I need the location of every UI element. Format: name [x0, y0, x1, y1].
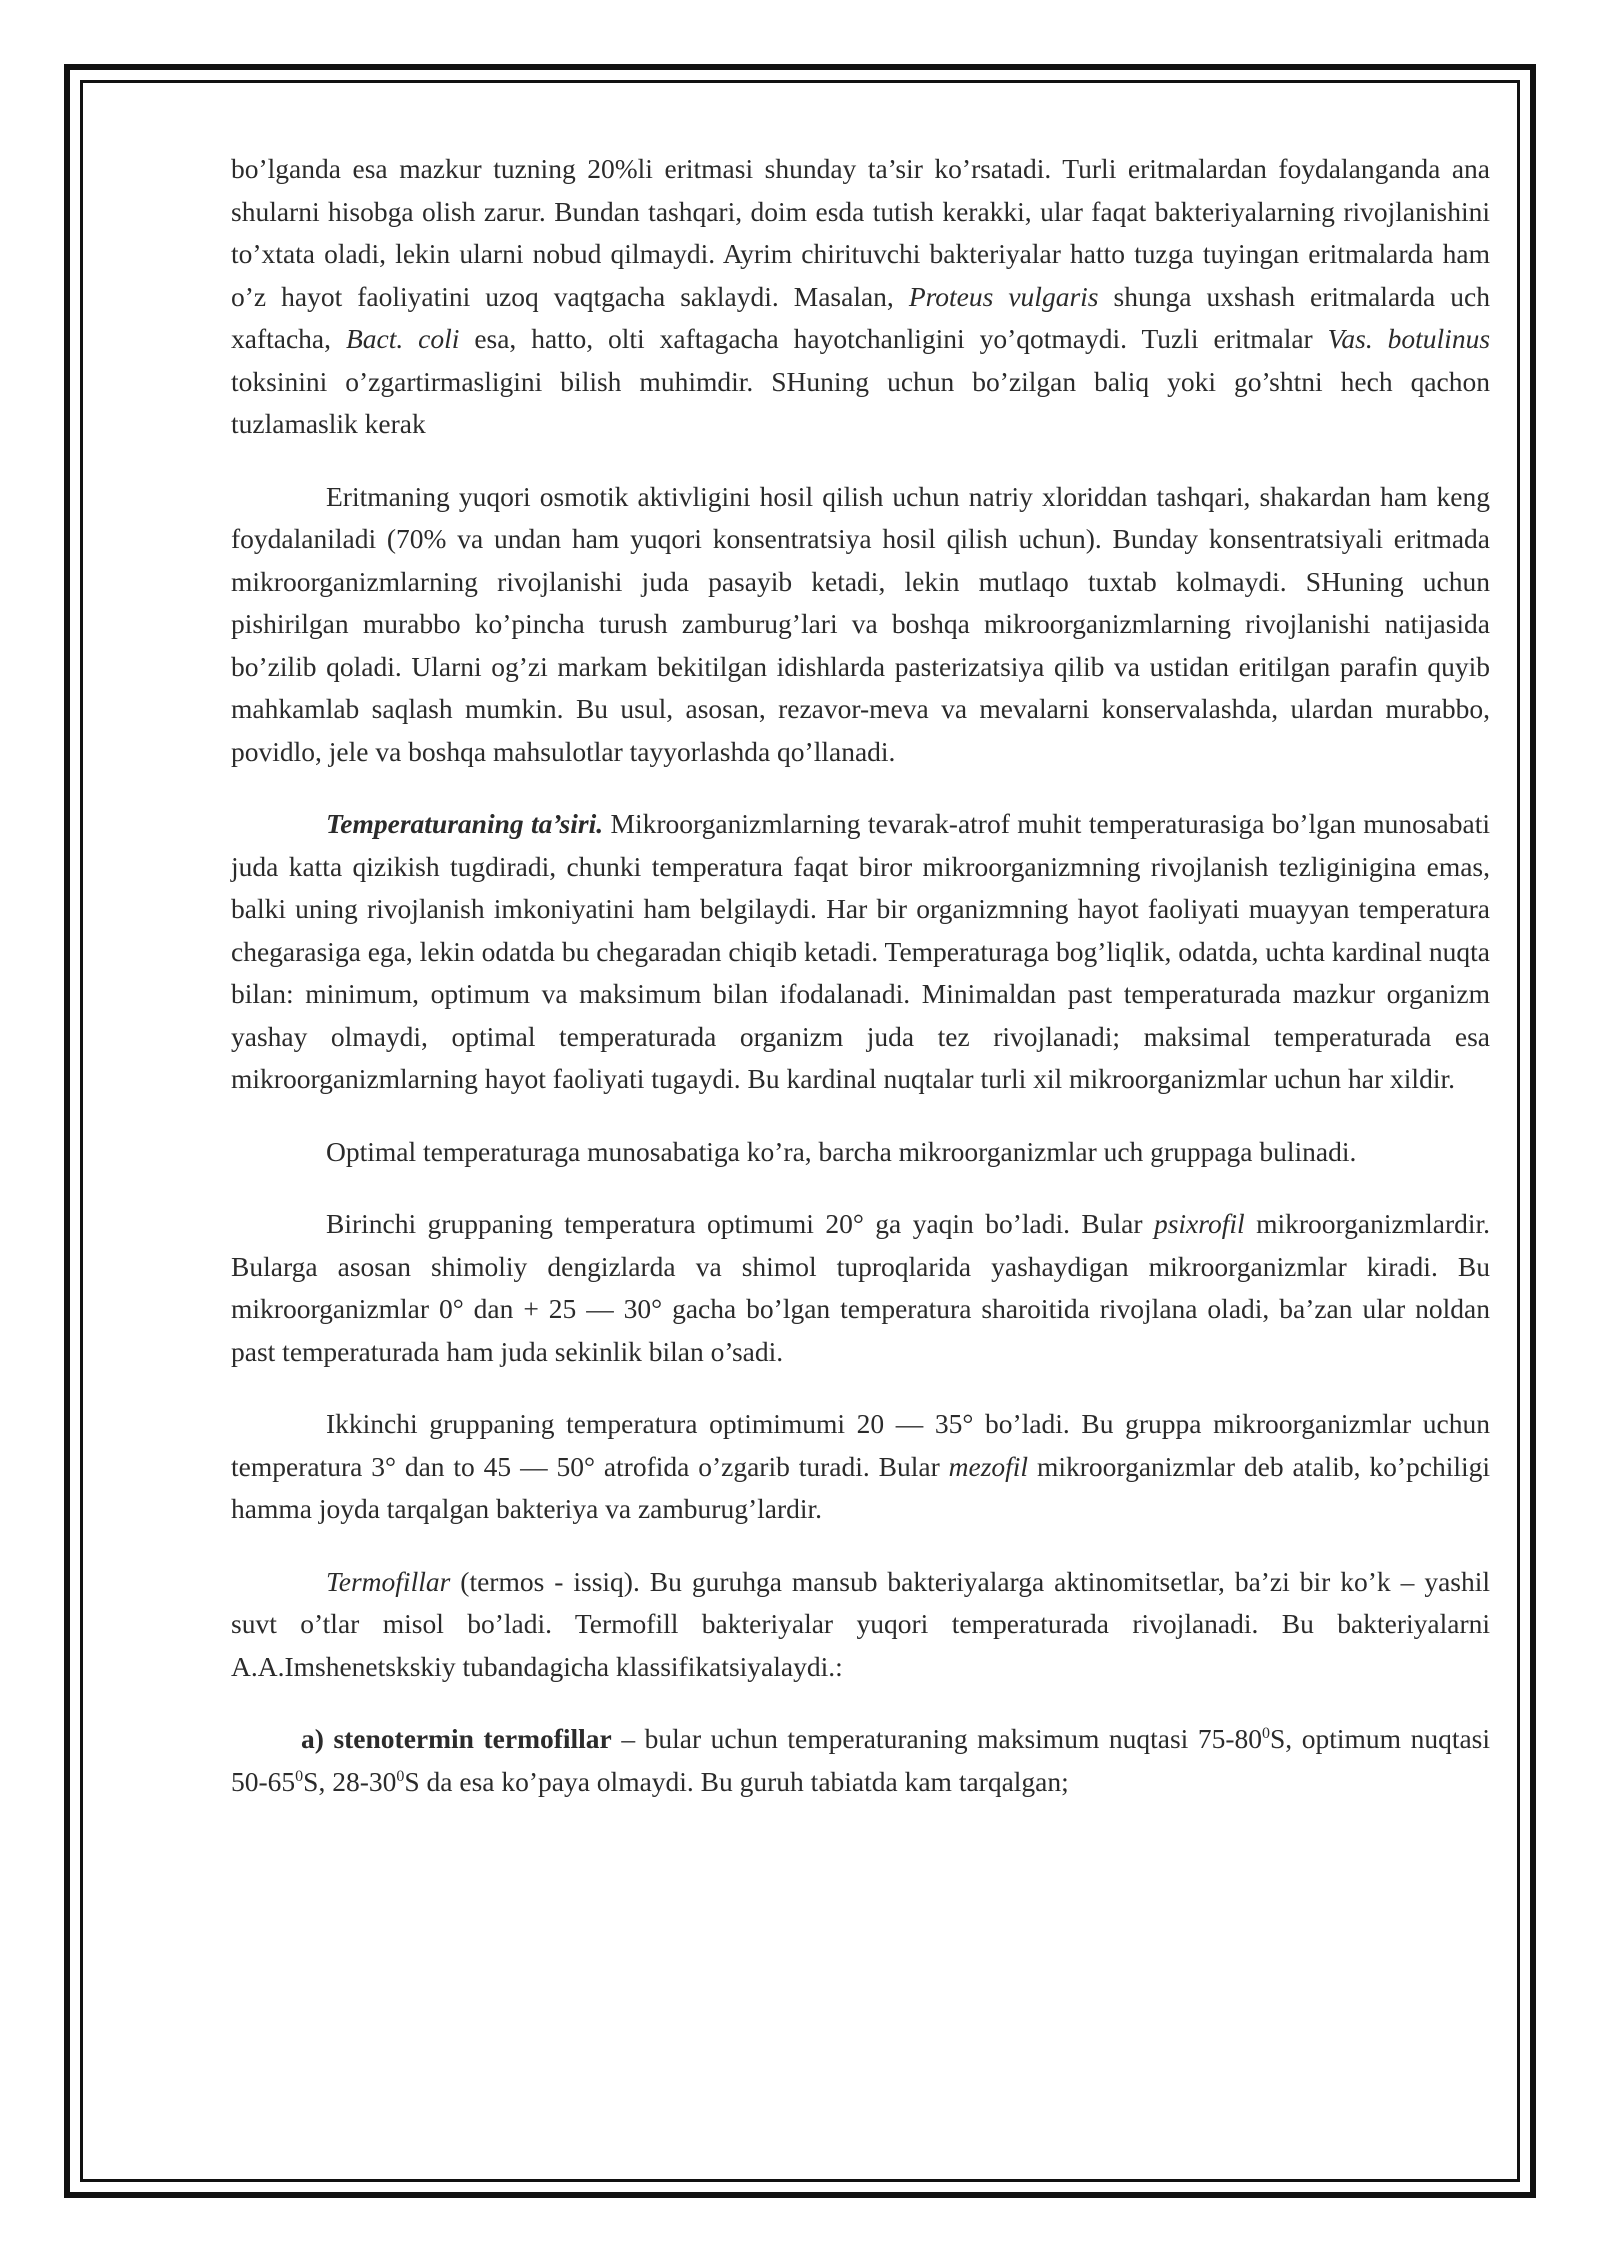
text-run: S da esa ko’paya olmaydi. Bu guruh tabiatda kam tarqalgan;: [404, 1765, 1069, 1797]
paragraph-stenothermic: [231, 1718, 1490, 1803]
superscript: 0: [396, 1767, 405, 1785]
species-name: Vas. botulinus: [1327, 323, 1491, 354]
text-run: mikroorganizmlar deb atalib, ko’pchiligi hamma joyda tarqalgan bakteriya va zamburug’lardir.: [231, 1450, 1491, 1524]
paragraph-mesophiles: [231, 1403, 1490, 1531]
paragraph-temperature-effect: [231, 803, 1490, 1101]
text-run: S, 28-30: [303, 1765, 397, 1797]
document-body: [231, 148, 1490, 1833]
superscript: 0: [295, 1767, 304, 1785]
text-run: (termos - issiq). Bu guruhga mansub bakteriyalarga aktinomitsetlar, ba’zi bir ko’k – yashil suvt o’tlar misol bo’ladi. Termofill bakteriyalar yuqori temperaturada rivojlanadi. Bu bakteriyalarni A.A.Imshenetskskiy tubandagicha klassifikatsiyalaydi.:: [231, 1565, 1491, 1682]
text-run: S, optimum nuqtasi 50-65: [231, 1723, 1491, 1797]
paragraph-optimal-groups: Optimal temperaturaga munosabatiga ko’ra, barcha mikroorganizmlar uch gruppaga bulinadi.: [326, 1135, 1357, 1167]
list-item-heading: a) stenotermin termofillar: [301, 1723, 612, 1754]
term-name: psixrofil: [1153, 1208, 1245, 1239]
text-run: Mikroorganizmlarning tevarak-atrof muhit temperaturasiga bo’lgan munosabati juda katta qizikish tugdiradi, chunki temperatura faqat biror mikroorganizmning rivojlanish tezliginigina emas, balki uning rivojlanish imkoniyatini ham belgilaydi. Har bir organizmning hayot faoliyati muayyan temperatura chegarasiga ega, lekin odatda bu chegaradan chiqib ketadi. Temperaturaga bog’liqlik, odatda, uchta kardinal nuqta bilan: minimum, optimum va maksimum bilan ifodalanadi. Minimaldan past temperaturada mazkur organizm yashay olmaydi, optimal temperaturada organizm juda tez rivojlanadi; maksimal temperaturada esa mikroorganizmlarning hayot faoliyati tugaydi. Bu kardinal nuqtalar turli xil mikroorganizmlar uchun har xildir.: [231, 808, 1490, 1094]
text-run: mikroorganizmlardir. Bularga asosan shimoliy dengizlarda va shimol tuproqlarida yashaydigan mikroorganizmlar kiradi. Bu mikroorganizmlar 0° dan + 25 — 30° gacha bo’lgan temperatura sharoitida rivojlana oladi, ba’zan ular noldan past temperaturada ham juda sekinlik bilan o’sadi.: [231, 1208, 1491, 1367]
term-name: Termofillar: [326, 1565, 451, 1597]
paragraph-thermophiles: [231, 1561, 1490, 1689]
section-heading: Temperaturaning ta’siri.: [326, 808, 604, 839]
paragraph-osmotic-activity: Eritmaning yuqori osmotik aktivligini hosil qilish uchun natriy xloriddan tashqari, shakardan ham keng foydalaniladi (70% va undan ham yuqori konsentratsiya hosil qilish uchun). Bunday konsentratsiyali eritmada mikroorganizmlarning rivojlanishi juda pasayib ketadi, lekin mutlaqo tuxtab kolmaydi. SHuning uchun pishirilgan murabbo ko’pincha turush zamburug’lari va boshqa mikroorganizmlarning rivojlanishi natijasida bo’zilib qoladi. Ularni og’zi markam bekitilgan idishlarda pasterizatsiya qilib va ustidan eritilgan parafin quyib mahkamlab saqlash mumkin. Bu usul, asosan, rezavor-meva va mevalarni konservalashda, ulardan murabbo, povidlo, jele va boshqa mahsulotlar tayyorlashda qo’llanadi.: [231, 480, 1490, 767]
species-name: Proteus vulgaris: [908, 280, 1099, 312]
term-name: mezofil: [948, 1450, 1029, 1482]
superscript: 0: [1262, 1724, 1271, 1742]
paragraph-salt-solutions: [231, 148, 1490, 446]
text-run: toksinini o’zgartirmasligini bilish muhimdir. SHuning uchun bo’zilgan baliq yoki go’shtni hech qachon tuzlamaslik kerak: [231, 365, 1490, 439]
text-run: Birinchi gruppaning temperatura optimumi 20° ga yaqin bo’ladi. Bular: [326, 1208, 1143, 1239]
text-run: shunga uxshash eritmalarda uch xaftacha,: [231, 280, 1490, 354]
text-run: – bular uchun temperaturaning maksimum nuqtasi 75-80: [621, 1723, 1263, 1754]
text-run: Ikkinchi gruppaning temperatura optimimumi 20 — 35° bo’ladi. Bu gruppa mikroorganizmlar uchun temperatura 3° dan to 45 — 50° atrofida o’zgarib turadi. Bular: [231, 1408, 1490, 1482]
text-run: esa, hatto, olti xaftagacha hayotchanligini yo’qotmaydi. Tuzli eritmalar: [474, 323, 1313, 354]
paragraph-psychrophiles: [231, 1203, 1490, 1373]
species-name: Bact. coli: [345, 323, 460, 354]
text-run: bo’lganda esa mazkur tuzning 20%li eritmasi shunday ta’sir ko’rsatadi. Turli eritmalardan foydalanganda ana shularni hisobga olish zarur. Bundan tashqari, doim esda tutish kerakki, ular faqat bakteriyalarning rivojlanishini to’xtata oladi, lekin ularni nobud qilmaydi. Ayrim chirituvchi bakteriyalar hatto tuzga tuyingan eritmalarda ham o’z hayot faoliyatini uzoq vaqtgacha saklaydi. Masalan,: [231, 153, 1490, 312]
